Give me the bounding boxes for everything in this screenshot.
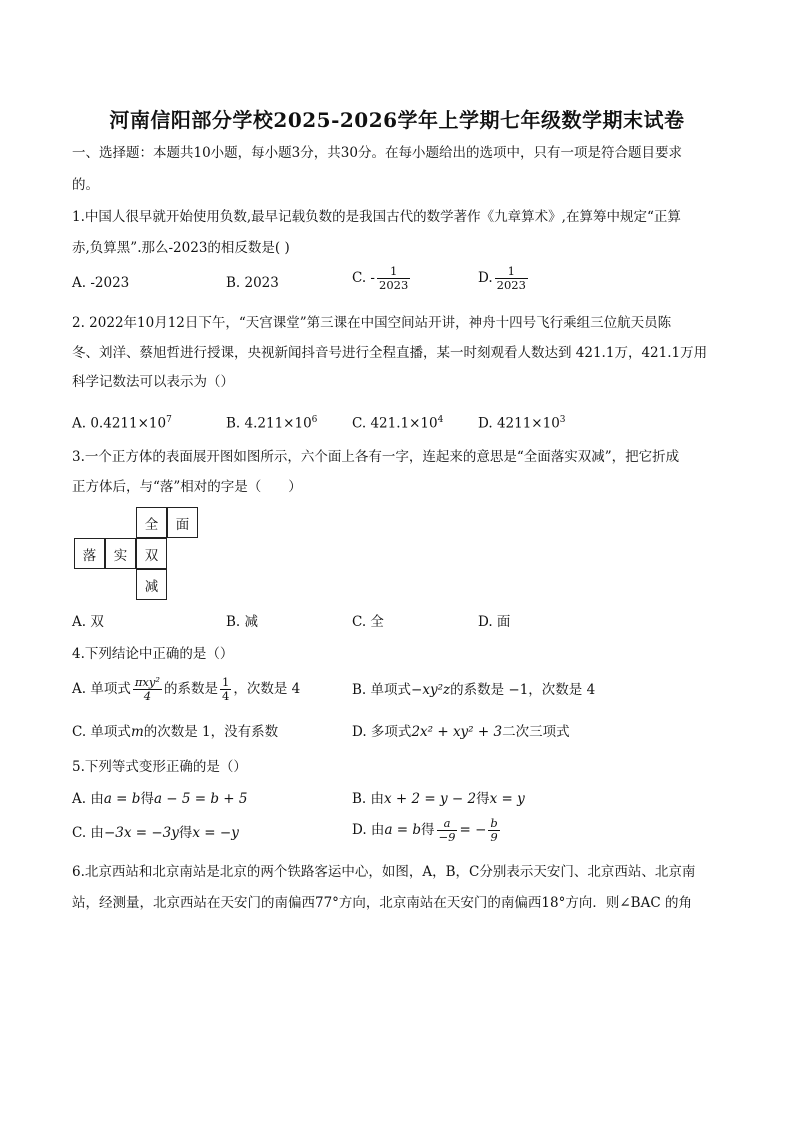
q4-option-a-fraction bbox=[133, 676, 162, 703]
q3-option-d: D. 面 bbox=[478, 614, 511, 630]
q2-option-c bbox=[352, 410, 443, 434]
q5-option-a-expr2: a − 5 = b + 5 bbox=[153, 791, 248, 807]
q5-option-a-prefix: A. 由 bbox=[72, 791, 104, 807]
q5-option-b-expr2: x = y bbox=[489, 791, 525, 807]
net-cell-shuang: 双 bbox=[136, 538, 167, 569]
q1-option-d-fraction bbox=[495, 265, 528, 292]
cube-net-figure bbox=[74, 507, 204, 601]
q4-option-a-prefix: A. 单项式 bbox=[72, 681, 131, 697]
q5-option-d-expr1: a = b bbox=[384, 822, 422, 838]
q6-stem: 6.北京西站和北京南站是北京的两个铁路客运中心，如图，A，B，C分别表示天安门、北京西站、北京南 bbox=[72, 864, 696, 880]
q5-option-d-fraction bbox=[437, 817, 458, 844]
q4-option-a-fraction2 bbox=[220, 676, 231, 703]
q2-option-b-label: B. bbox=[226, 415, 241, 432]
q1-option-c-prefix: C. - bbox=[352, 270, 375, 286]
q4-option-d-prefix: D. 多项式 bbox=[352, 724, 412, 740]
section-instruction-cont: 的。 bbox=[72, 177, 99, 193]
q1-option-d bbox=[478, 265, 530, 292]
q5-stem: 5.下列等式变形正确的是（） bbox=[72, 759, 247, 775]
q3-stem: 3.一个正方体的表面展开图如图所示，六个面上各有一字，连起来的意思是“全面落实双减”，把它折成 bbox=[72, 449, 680, 465]
q3-stem-cont: 正方体后，与“落”相对的字是（ ） bbox=[72, 479, 302, 495]
q6-stem-cont: 站，经测量，北京西站在天安门的南偏西77°方向，北京南站在天安门的南偏西18°方向．则∠BAC 的角 bbox=[72, 895, 692, 911]
fraction-numerator: 1 bbox=[389, 264, 398, 278]
q1-option-c bbox=[352, 265, 412, 292]
q4-option-b-suffix: 的系数是 −1，次数是 4 bbox=[450, 682, 596, 698]
q2-option-d-label: D. bbox=[478, 415, 493, 432]
net-cell-luo: 落 bbox=[74, 538, 105, 569]
q1-stem: 1.中国人很早就开始使用负数,最早记载负数的是我国古代的数学著作《九章算术》,在算筹中规定“正算 bbox=[72, 209, 681, 225]
net-cell-jian: 减 bbox=[136, 569, 167, 600]
q5-option-c-mid: 得 bbox=[178, 825, 193, 841]
fraction-denominator: 9 bbox=[488, 830, 499, 844]
net-cell-shi: 实 bbox=[105, 538, 136, 569]
q3-option-a: A. 双 bbox=[72, 614, 104, 630]
q4-option-d-suffix: 二次三项式 bbox=[502, 724, 570, 740]
fraction-numerator: 1 bbox=[507, 264, 515, 278]
q4-option-a-suffix: ，次数是 4 bbox=[233, 681, 301, 697]
q4-stem: 4.下列结论中正确的是（） bbox=[72, 646, 234, 662]
q5-option-b-mid: 得 bbox=[476, 791, 490, 807]
q2-option-d-value: 4211×10 bbox=[496, 415, 560, 432]
q2-option-b-exponent: 6 bbox=[311, 415, 318, 425]
q1-option-d-prefix: D. bbox=[478, 270, 493, 286]
q5-option-d bbox=[352, 817, 502, 844]
q4-option-b-prefix: B. 单项式 bbox=[352, 682, 412, 698]
q5-option-b bbox=[352, 789, 525, 809]
q4-option-c bbox=[72, 722, 278, 742]
fraction-denominator: 2023 bbox=[496, 278, 526, 292]
fraction-numerator: 1 bbox=[222, 675, 230, 689]
q5-option-a-mid: 得 bbox=[140, 791, 154, 807]
q2-option-b bbox=[226, 410, 317, 434]
page-title: 河南信阳部分学校2025-2026学年上学期七年级数学期末试卷 bbox=[109, 108, 685, 132]
q4-option-b bbox=[352, 680, 595, 700]
q2-stem-cont: 冬、刘洋、蔡旭哲进行授课，央视新闻抖音号进行全程直播，某一时刻观看人数达到 421.1万，421.1万用 bbox=[72, 345, 708, 361]
fraction-denominator: −9 bbox=[438, 830, 456, 844]
q4-option-a-mid: 的系数是 bbox=[164, 681, 218, 697]
fraction-denominator: 4 bbox=[133, 689, 162, 703]
q2-stem: 2. 2022年10月12日下午，“天宫课堂”第三课在中国空间站开讲，神舟十四号飞行乘组三位航天员陈 bbox=[72, 315, 672, 331]
net-cell-quan: 全 bbox=[136, 507, 167, 538]
q5-option-d-fraction2 bbox=[488, 817, 499, 844]
q5-option-d-mid: 得 bbox=[421, 822, 435, 838]
fraction-denominator: 4 bbox=[222, 689, 230, 703]
q5-option-d-eq: = − bbox=[459, 822, 487, 838]
q2-option-a-exponent: 7 bbox=[166, 415, 172, 425]
q2-option-c-value: 421.1×10 bbox=[370, 415, 438, 432]
q1-option-c-fraction bbox=[377, 265, 410, 292]
q5-option-c-prefix: C. 由 bbox=[72, 825, 104, 841]
fraction-numerator: a bbox=[443, 816, 451, 830]
q4-option-a bbox=[72, 676, 300, 703]
q4-option-c-suffix: 的次数是 1，没有系数 bbox=[143, 724, 279, 740]
q2-option-a-label: A. bbox=[72, 415, 87, 432]
q5-option-c-expr2: x = −y bbox=[192, 825, 239, 841]
fraction-numerator: b bbox=[490, 816, 498, 830]
q3-option-b: B. 减 bbox=[226, 614, 259, 630]
section-instruction: 一、选择题：本题共10小题，每小题3分，共30分。在每小题给出的选项中，只有一项是符合题目要求 bbox=[72, 145, 682, 161]
q2-stem-cont2: 科学记数法可以表示为（） bbox=[72, 374, 234, 390]
q5-option-c-expr1: −3x = −3y bbox=[103, 825, 179, 841]
q2-option-b-value: 4.211×10 bbox=[244, 415, 312, 432]
q1-option-b: B. 2023 bbox=[226, 275, 279, 291]
q5-option-a bbox=[72, 789, 248, 809]
q2-option-d bbox=[478, 410, 566, 434]
q5-option-d-prefix: D. 由 bbox=[352, 822, 385, 838]
q2-option-a-value: 0.4211×10 bbox=[90, 415, 167, 432]
q4-option-b-expression: −xy²z bbox=[411, 682, 451, 698]
q2-option-c-label: C. bbox=[352, 415, 367, 432]
q4-option-c-variable: m bbox=[130, 724, 144, 740]
net-cell-mian: 面 bbox=[167, 507, 198, 538]
q2-option-a bbox=[72, 410, 172, 434]
q1-option-a: A. -2023 bbox=[72, 275, 130, 291]
q2-option-c-exponent: 4 bbox=[437, 415, 444, 425]
q4-option-d bbox=[352, 722, 570, 742]
q5-option-c bbox=[72, 823, 239, 843]
q3-option-c: C. 全 bbox=[352, 614, 384, 630]
q4-option-d-expression: 2x² + xy² + 3 bbox=[411, 724, 503, 740]
fraction-denominator: 2023 bbox=[379, 278, 409, 292]
fraction-numerator: πxy² bbox=[134, 675, 160, 689]
q5-option-b-prefix: B. 由 bbox=[352, 791, 385, 807]
q2-option-d-exponent: 3 bbox=[559, 415, 566, 425]
q4-option-c-prefix: C. 单项式 bbox=[72, 724, 131, 740]
q5-option-b-expr1: x + 2 = y − 2 bbox=[384, 791, 477, 807]
q1-stem-cont: 赤,负算黑”.那么-2023的相反数是( ) bbox=[72, 240, 290, 256]
q5-option-a-expr1: a = b bbox=[103, 791, 141, 807]
